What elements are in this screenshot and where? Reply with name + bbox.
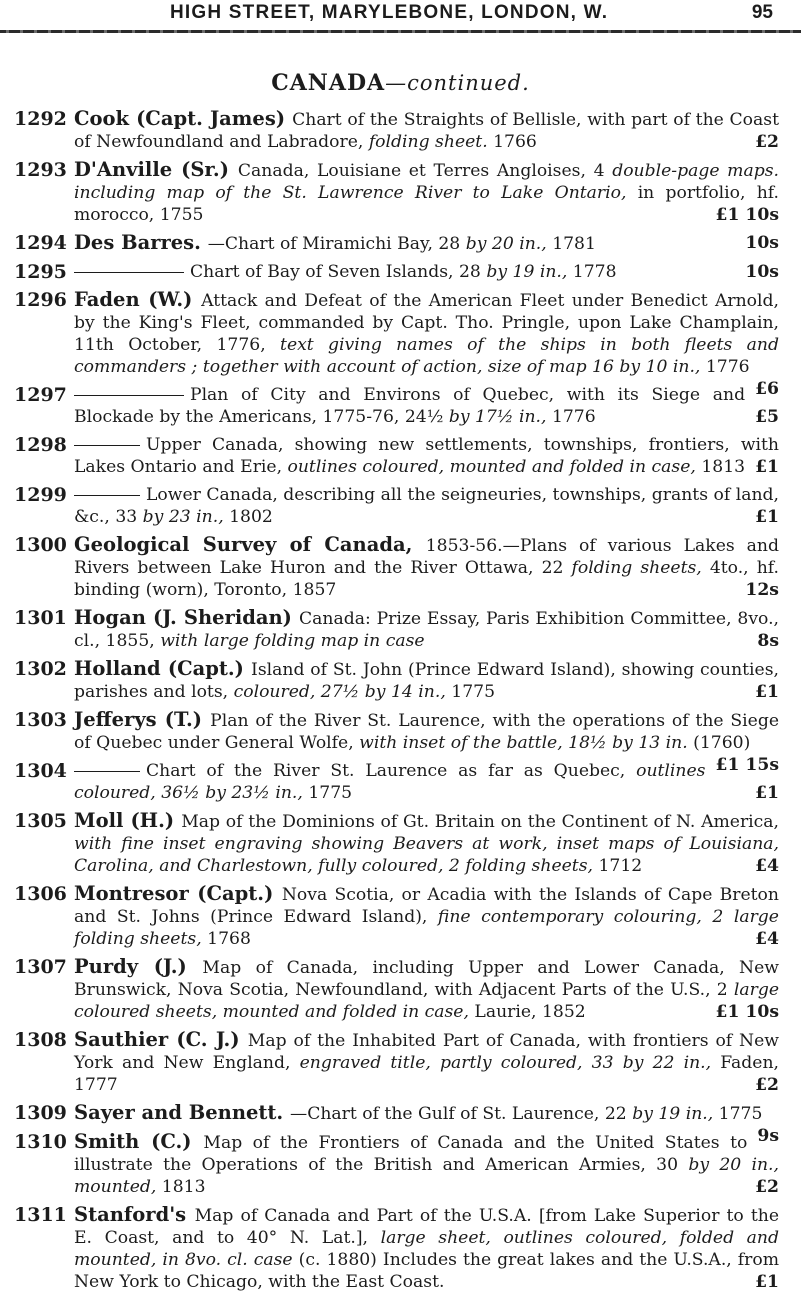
ditto-dash [74, 771, 140, 772]
entry-details: 1775 [308, 783, 353, 803]
entry-price: £4 [755, 856, 779, 876]
entry-format: engraved title, partly coloured, 33 by 22 in., [299, 1053, 721, 1073]
entry-details: 4to., hf. binding (worn), Toronto, 1857 [74, 558, 779, 600]
entry-author: D'Anville (Sr.) [74, 158, 238, 181]
entry-price: £2 [755, 1075, 779, 1095]
entry-number: 1310 [14, 1131, 67, 1153]
entry-format: outlines coloured, 36½ by 23½ in., [74, 761, 706, 803]
catalogue-entry [14, 883, 779, 950]
catalogue-entry [14, 810, 779, 877]
page-number: 95 [751, 2, 773, 23]
entry-price: £4 [755, 929, 779, 949]
catalogue-entry [14, 108, 779, 153]
entry-format: by 19 in., [486, 262, 573, 282]
entry-number: 1299 [14, 484, 67, 506]
entry-body [74, 760, 779, 804]
entry-details: (c. 1880) Includes the great lakes and the U.S.A., from New York to Chicago, with the East Coast. [74, 1250, 779, 1292]
entry-author: Sauthier (C. J.) [74, 1028, 248, 1051]
entry-author: Jefferys (T.) [74, 708, 211, 731]
entry-price: 10s [745, 233, 779, 253]
entry-description: —Chart of the Gulf of St. Laurence, 22 [290, 1104, 633, 1124]
entry-body [74, 607, 779, 652]
entry-price: 8s [757, 631, 779, 651]
entry-number: 1311 [14, 1204, 67, 1226]
entry-description: 1853-56.—Plans of various Lakes and Rivers between Lake Huron and the River Ottawa, 22 [74, 536, 779, 578]
entry-author: Des Barres. [74, 231, 208, 254]
header-rule [0, 30, 801, 33]
entry-description: Map of Canada, including Upper and Lower Canada, New Brunswick, Nova Scotia, Newfoundland, with Adjacent Parts of the U.S., 2 [74, 958, 779, 1000]
entry-body [74, 658, 779, 703]
entry-number: 1309 [14, 1102, 67, 1124]
entry-price: £1 [755, 682, 779, 702]
section-title-text: CANADA [271, 70, 386, 96]
entry-format: fine contemporary colouring, 2 large folding sheets, [74, 907, 779, 949]
entry-price: £1 10s [715, 1002, 779, 1022]
entry-description: Attack and Defeat of the American Fleet under Benedict Arnold, by the King's Fleet, commanded by Capt. Tho. Pringle, upon Lake Champlain, 11th October, 1776, [74, 291, 779, 355]
entry-description: Chart of the River St. Laurence as far as Quebec, [146, 761, 637, 781]
entry-description: Map of Canada and Part of the U.S.A. [from Lake Superior to the E. Coast, and to 40° N. Lat.], [74, 1206, 779, 1248]
entry-number: 1305 [14, 810, 67, 832]
catalogue-entry [14, 658, 779, 703]
entry-description: Lower Canada, describing all the seigneuries, townships, grants of land, &c., 33 [74, 485, 779, 527]
entry-number: 1297 [14, 384, 67, 406]
entry-description: Map of the Frontiers of Canada and the United States to illustrate the Operations of the British and American Armies, 30 [74, 1133, 748, 1175]
entry-details: 1802 [229, 507, 273, 527]
catalogue-entry [14, 1131, 779, 1198]
entry-body [74, 810, 779, 877]
entry-details: 1775 [451, 682, 496, 702]
entry-format: coloured, 27½ by 14 in., [233, 682, 452, 702]
entry-price: £6 [755, 379, 779, 399]
entry-author: Sayer and Bennett. [74, 1101, 290, 1124]
entry-body [74, 883, 779, 950]
entry-author: Montresor (Capt.) [74, 882, 282, 905]
header-title: HIGH STREET, MARYLEBONE, LONDON, W. [170, 2, 609, 23]
entry-description: Chart of Bay of Seven Islands, 28 [190, 262, 487, 282]
entry-number: 1307 [14, 956, 67, 978]
entry-body [74, 534, 779, 601]
entry-details: 1776 [551, 407, 596, 427]
entry-details: Faden, 1777 [74, 1053, 779, 1095]
entry-number: 1302 [14, 658, 67, 680]
entry-author: Hogan (J. Sheridan) [74, 606, 300, 629]
entry-body [74, 484, 779, 528]
entry-description: —Chart of Miramichi Bay, 28 [207, 234, 466, 254]
catalogue-entry [14, 232, 779, 255]
entry-format: folding sheets, [571, 558, 710, 578]
entry-description: Nova Scotia, or Acadia with the Islands of Cape Breton and St. Johns (Prince Edward Island), [74, 885, 779, 927]
entry-details: 1778 [572, 262, 617, 282]
entry-details: 1768 [207, 929, 251, 949]
entry-price: £1 15s [715, 755, 779, 775]
entry-format: by 23 in., [142, 507, 230, 527]
entry-price: 9s [757, 1126, 779, 1146]
entry-description: Map of the Dominions of Gt. Britain on the Continent of N. America, [181, 812, 779, 832]
entry-number: 1303 [14, 709, 67, 731]
catalogue-entry [14, 607, 779, 652]
entry-author: Faden (W.) [74, 288, 202, 311]
ditto-dash [74, 445, 140, 446]
entry-format: with inset of the battle, 18½ by 13 in. [359, 733, 694, 753]
catalogue-entry [14, 760, 779, 804]
entry-body [74, 261, 779, 283]
entry-number: 1306 [14, 883, 67, 905]
entry-body [74, 159, 779, 226]
entry-description: Canada: Prize Essay, Paris Exhibition Committee, 8vo., cl., 1855, [74, 609, 779, 651]
catalogue-entry [14, 261, 779, 283]
entry-number: 1304 [14, 760, 67, 782]
catalogue-entry [14, 1204, 779, 1293]
entry-body [74, 434, 779, 478]
entry-author: Holland (Capt.) [74, 657, 252, 680]
section-title [0, 70, 801, 96]
entry-details: 1813 [701, 457, 746, 477]
entry-details: 1775 [718, 1104, 763, 1124]
entry-description: Plan of the River St. Laurence, with the operations of the Siege of Quebec under General Wolfe, [74, 711, 779, 753]
ditto-dash [74, 495, 140, 496]
entry-number: 1295 [14, 261, 67, 283]
entry-details: 1712 [598, 856, 643, 876]
ditto-dash [74, 272, 184, 273]
entry-format: by 20 in., [465, 234, 553, 254]
entry-list [0, 108, 801, 1299]
entry-price: £1 [755, 783, 779, 803]
entry-body [74, 1029, 779, 1096]
entry-body [74, 288, 779, 399]
entry-description: Plan of City and Environs of Quebec, with its Siege and Blockade by the Americans, 1775-76, 24½ [74, 385, 746, 427]
entry-details: Laurie, 1852 [474, 1002, 586, 1022]
entry-body [74, 384, 779, 428]
entry-author: Smith (C.) [74, 1130, 204, 1153]
entry-body [74, 956, 779, 1023]
entry-number: 1301 [14, 607, 67, 629]
entry-body [74, 232, 779, 255]
catalogue-entry [14, 434, 779, 478]
entry-number: 1298 [14, 434, 67, 456]
entry-format: large coloured sheets, mounted and folded in case, [74, 980, 779, 1022]
entry-price: 10s [745, 262, 779, 282]
catalogue-entry [14, 1029, 779, 1096]
entry-details: 1813 [161, 1177, 206, 1197]
entry-body [74, 108, 779, 153]
entry-details: 1781 [552, 234, 596, 254]
catalogue-entry [14, 956, 779, 1023]
entry-format: text giving names of the ships in both fleets and commanders ; together with account of action, size of map 16 by 10 in., [74, 335, 779, 377]
entry-author: Stanford's [74, 1203, 195, 1226]
entry-number: 1294 [14, 232, 67, 254]
catalogue-entry [14, 384, 779, 428]
entry-number: 1293 [14, 159, 67, 181]
entry-author: Moll (H.) [74, 809, 182, 832]
entry-price: £2 [755, 1177, 779, 1197]
entry-format: with fine inset engraving showing Beavers at work, inset maps of Louisiana, Carolina, and Charlestown, fully coloured, 2 folding sheets, [74, 834, 779, 876]
entry-format: folding sheet. [368, 132, 494, 152]
entry-description: Chart of the Straights of Bellisle, with part of the Coast of Newfoundland and Labradore, [74, 110, 779, 152]
entry-author: Geological Survey of Canada, [74, 533, 426, 556]
catalogue-entry [14, 534, 779, 601]
entry-price: £1 10s [715, 205, 779, 225]
entry-description: Upper Canada, showing new settlements, townships, frontiers, with Lakes Ontario and Erie, [74, 435, 779, 477]
entry-author: Purdy (J.) [74, 955, 203, 978]
entry-format: by 20 in., mounted, [74, 1155, 779, 1197]
entry-number: 1292 [14, 108, 67, 130]
entry-price: £5 [755, 407, 779, 427]
entry-description: Map of the Inhabited Part of Canada, with frontiers of New York and New England, [74, 1031, 779, 1073]
catalogue-entry [14, 484, 779, 528]
entry-format: by 19 in., [632, 1104, 719, 1124]
entry-details: 1766 [493, 132, 537, 152]
entry-price: 12s [745, 580, 779, 600]
entry-format: by 17½ in., [448, 407, 552, 427]
entry-number: 1300 [14, 534, 67, 556]
entry-body [74, 1204, 779, 1293]
entry-body [74, 1131, 779, 1198]
entry-format: double-page maps. including map of the St. Lawrence River to Lake Ontario, [74, 161, 779, 203]
entry-format: large sheet, outlines coloured, folded and mounted, in 8vo. cl. case [74, 1228, 779, 1270]
running-header [0, 0, 801, 30]
catalogue-entry [14, 159, 779, 226]
entry-description: Canada, Louisiane et Terres Anglo​ises, 4 [237, 161, 613, 181]
entry-format: with large folding map in case [160, 631, 425, 651]
entry-price: £1 [755, 507, 779, 527]
ditto-dash [74, 395, 184, 396]
entry-number: 1296 [14, 289, 67, 311]
entry-number: 1308 [14, 1029, 67, 1051]
entry-price: £1 [755, 1272, 779, 1292]
entry-details: 1776 [705, 357, 750, 377]
entry-details: (1760) [693, 733, 751, 753]
entry-details: in portfolio, hf. morocco, 1755 [74, 183, 779, 225]
entry-author: Cook (Capt. James) [74, 107, 293, 130]
entry-description: Island of St. John (Prince Edward Island), showing counties, parishes and lots, [74, 660, 779, 702]
section-continued-text: —continued. [385, 71, 530, 95]
entry-format: outlines coloured, mounted and folded in case, [287, 457, 702, 477]
entry-price: £2 [755, 132, 779, 152]
entry-price: £1 [755, 457, 779, 477]
